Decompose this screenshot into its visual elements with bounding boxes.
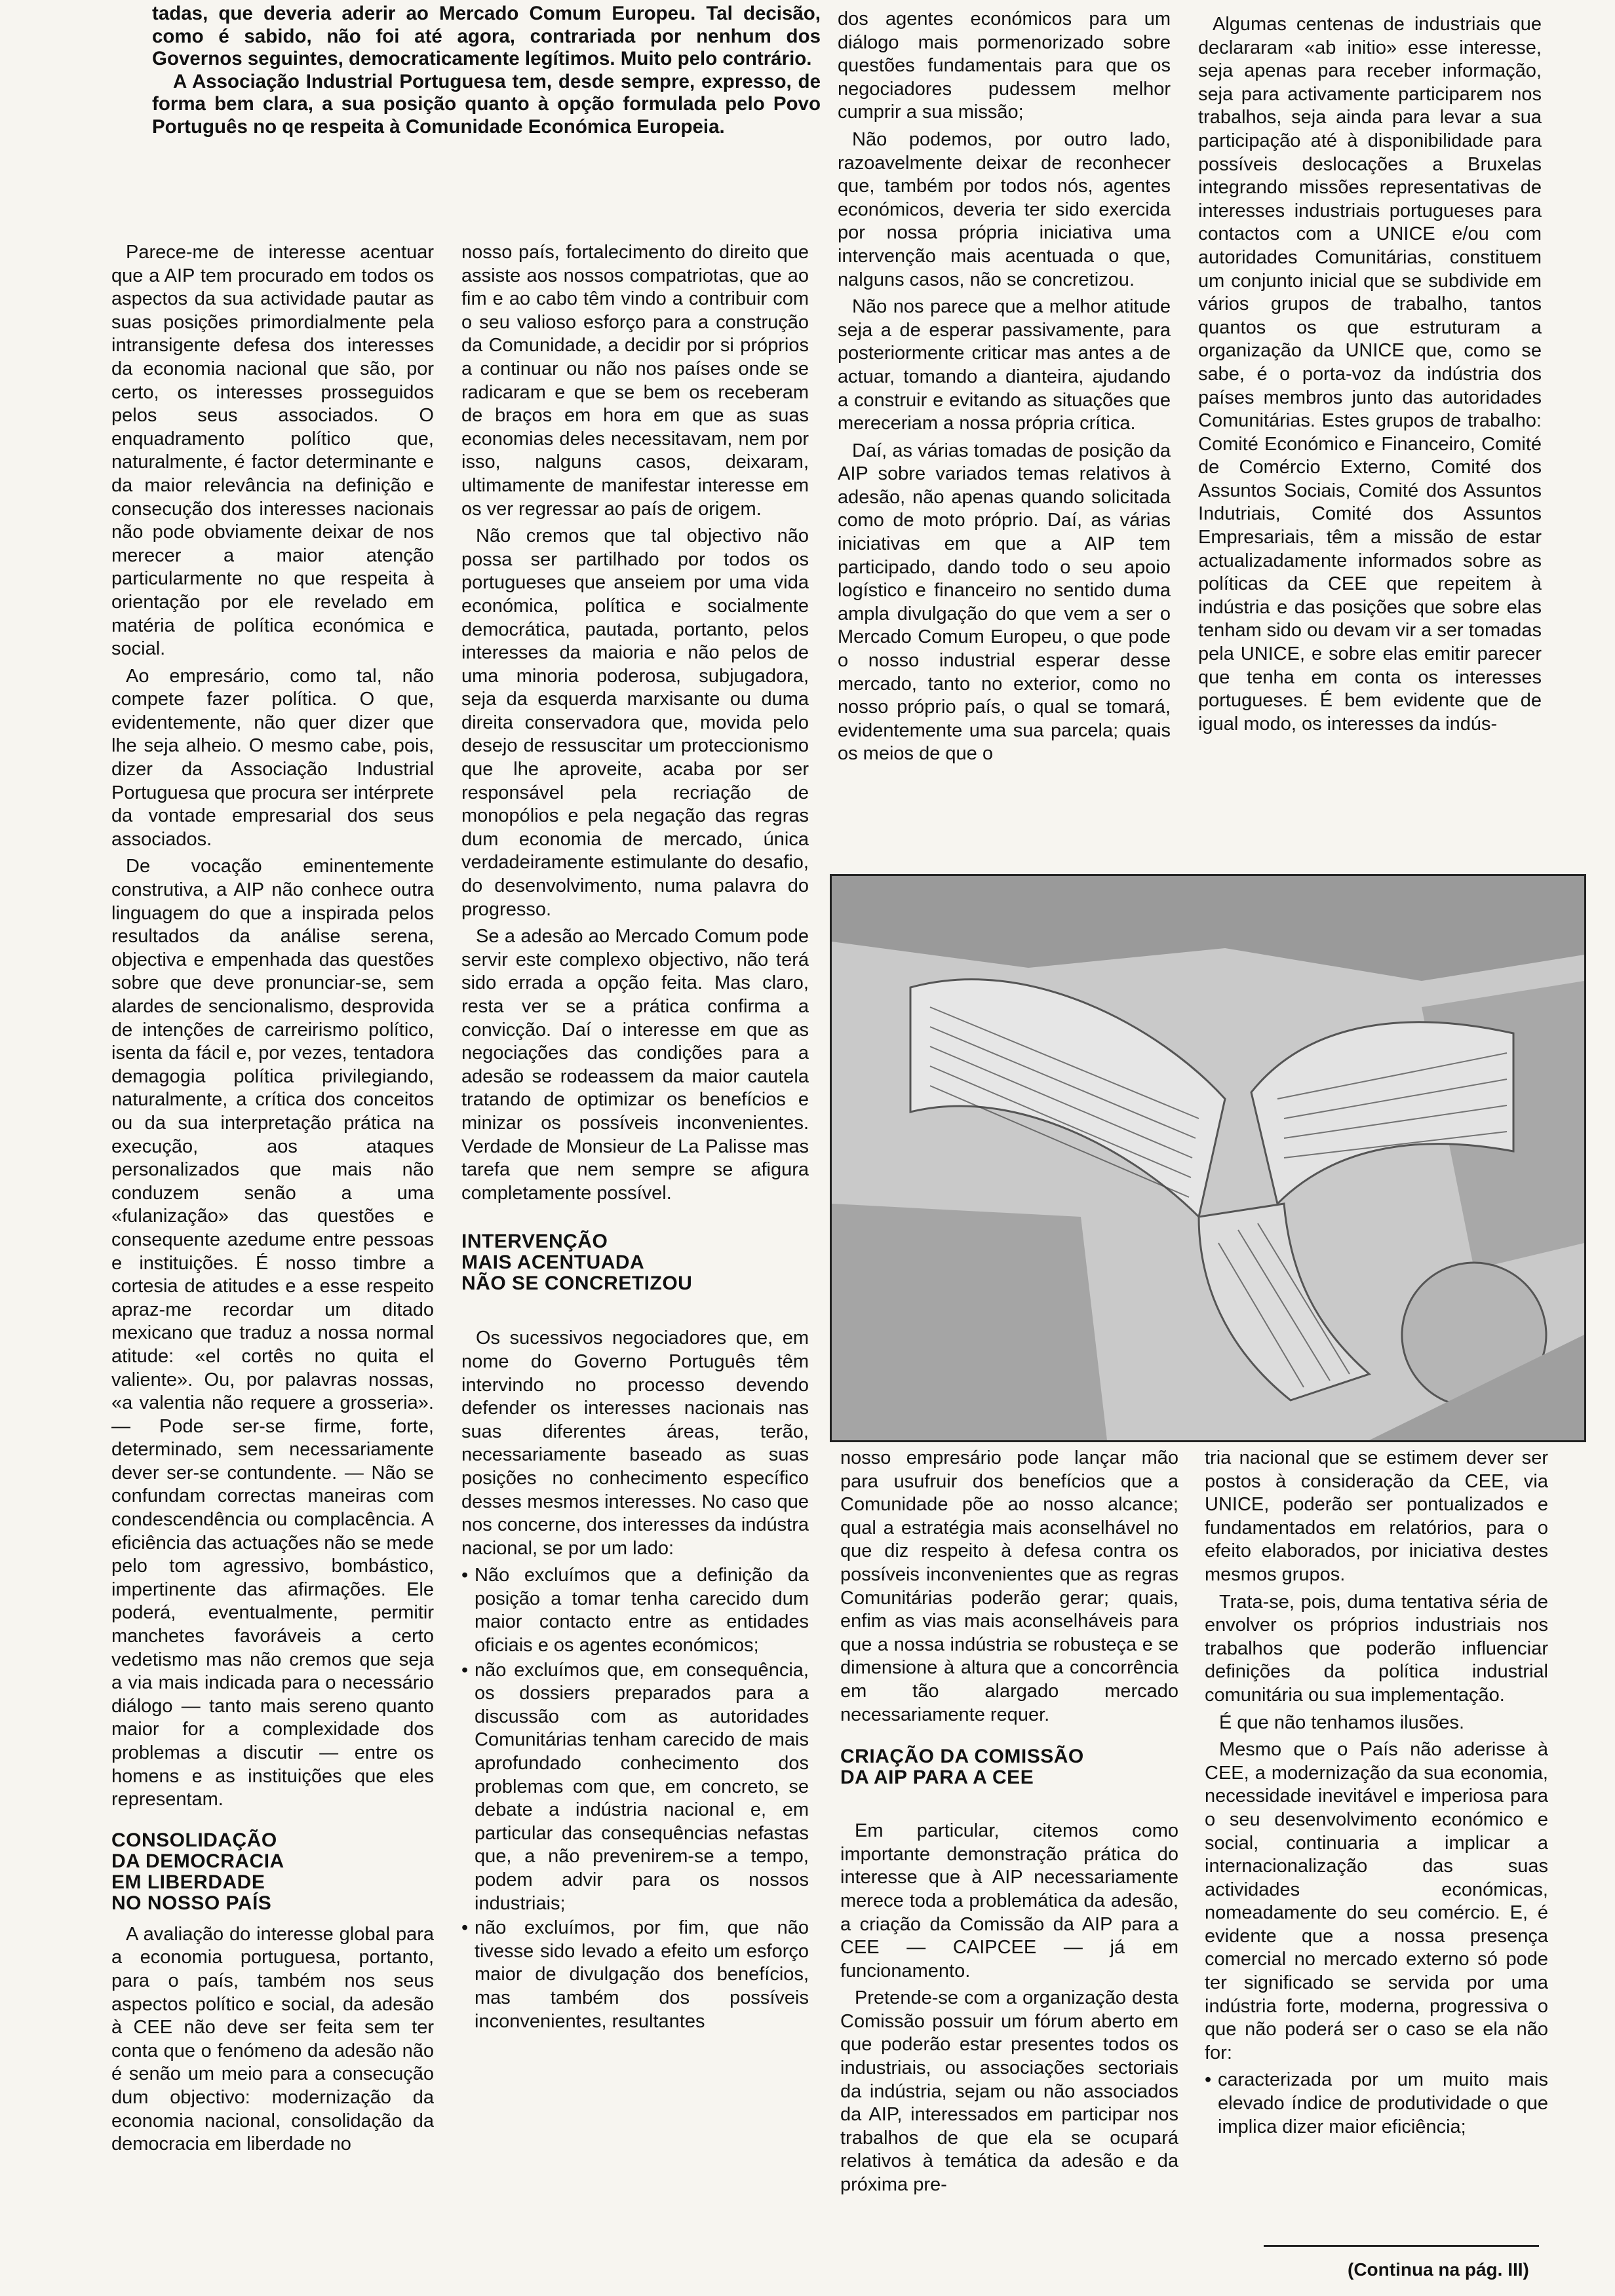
col1-paragraph: De vocação eminentemente construtiva, a AIP não conhece outra linguagem do que a inspirada pelos resultados da análise serena, objectiva e empenhada das questões sobre que deve pronunciar-se, sem alardes de sencionalismo, desprovida de intenções de carreirismo político, isenta da fácil e, por vezes, tentadora demagogia política privilegiando, naturalmente, a crítica dos conceitos ou da sua interpretação prática na execução, aos ataques personalizados que mais não conduzem senão a uma «fulanização» das questões e consequente azedume entre pessoas e instituições. É nosso timbre a cortesia de atitudes e a esse respeito apraz-me recordar um ditado mexicano que traduz a nossa normal atitude: «el cortês no quita el valiente». Ou, por palavras nossas, «a valentia não requere a grosseria». — Pode ser-se firme, forte, determinado, sem necessariamente dever ser-se contundente. — Não se confundam correctas maneiras com condescendência ou complacência. A eficiência das actuações não se mede pelo tom agressivo, bombástico, impertinente das afirmações. Ele poderá, eventualmente, permitir manchetes favoráveis a certo vedetismo mas não cremos que seja a via mais indicada para o necessário diálogo — tanto mais sereno quanto maior for a complexidade dos problemas a discutir — entre os homens e as instituições que eles representam. (111, 856, 434, 1810)
col4-paragraph: Trata-se, pois, duma tentativa séria de envolver os próprios industriais nos trabalhos que poderão influenciar definições da política industrial comunitária ou sua implementação. (1205, 1591, 1548, 1706)
lead-paragraph (152, 3, 821, 138)
col2-paragraph: nosso país, fortalecimento do direito que assiste aos nossos compatriotas, que ao fim e ao cabo têm vindo a contribuir com o seu valioso esforço para a construção da Comunidade, a decidir por si próprios a continuar ou não nos países onde se radicaram e que se bem os receberam de braços em hora em que as suas economias deles necessitavam, nem por isso, nalguns casos, deixaram, ultimamente de manifestar interesse em os ver regressar ao país de origem. (461, 242, 809, 520)
col3-paragraph: nosso empresário pode lançar mão para usufruir dos benefícios que a Comunidade põe ao nosso alcance; qual a estratégia mais aconselhável no que diz respeito à defesa contra os possíveis inconvenientes que as regras Comunitárias poderão gerar; quais, enfim as vias mais aconselháveis para que a nossa indústria se robusteça e se dimensione à altura que a concorrência em tão alargado mercado necessariamente requer. (840, 1447, 1178, 1725)
col1-paragraph: A avaliação do interesse global para a economia portuguesa, portanto, para o país, também nos seus aspectos político e social, da adesão à CEE não deve ser feita sem ter conta que o fenómeno da adesão não é senão um meio para a consecução dum objectivo: modernização da economia nacional, consolidação da democracia em liberdade no (111, 1923, 434, 2155)
col3-paragraph: dos agentes económicos para um diálogo mais pormenorizado sobre questões fundamentais para que os negociadores pudessem melhor cumprir a sua missão; (838, 9, 1171, 123)
col1-paragraph: Parece-me de interesse acentuar que a AIP tem procurado em todos os aspectos da sua actividade pautar as suas posições primordialmente pela intransigente defesa dos interesses da economia nacional que são, por certo, os interesses prosseguidos pelos seus associados. O enquadramento político que, naturalmente, é factor determinante e da maior relevância na definição e consecução dos interesses nacionais não pode obviamente deixar de nos merecer a maior atenção particularmente no que respeita à orientação por ele revelado em matéria de política económica e social. (111, 242, 434, 660)
column-3 (838, 8, 1171, 770)
list-item: • não excluímos que, em consequência, os dossiers preparados para a discussão com as autoridades Comunitárias tenham carecido de mais aprofundado conhecimento dos problemas com que, em concreto, se debate a indústria nacional e, em particular das consequências nefastas que, a não prevenirem-se a tempo, podem advir para os nossos industriais; (461, 1659, 809, 1916)
column-4 (1198, 13, 1542, 740)
col3-paragraph: Pretende-se com a organização desta Comissão possuir um fórum aberto em que poderão estar presentes todos os industriais, ou associações sectoriais da indústria, sejam ou não associados da AIP, interessados em participar nos trabalhos de que ela se ocupará relativos à temática da adesão e da próxima pre- (840, 1987, 1178, 2196)
col4-paragraph: Mesmo que o País não aderisse à CEE, a modernização da sua economia, necessidade inevitável e imperiosa para o seu desenvolvimento económico e social, continuaria a implicar a internacionalização das suas actividades económicas, nomeadamente do seu comércio. E, é evidente que a nossa presença comercial no mercado externo só pode ter significado se servida por uma indústria forte, moderna, progressiva o que não poderá ser o caso se ela não for: (1205, 1739, 1548, 2063)
col2-paragraph: Não cremos que tal objectivo não possa ser partilhado por todos os portugueses que anseiem por uma vida económica, política e socialmente democrática, pautada, portanto, pelos interesses da maioria e não pelos de uma minoria poderosa, subjugadora, seja da esquerda marxisante ou duma direita conservadora que, movida pelo desejo de ressuscitar um proteccionismo que lhe aproveite, acaba por ser responsável pela recriação de monopólios e pela negação das regras dum economia de mercado, única verdadeiramente estimulante do desafio, do desenvolvimento, numa palavra do progresso. (461, 526, 809, 920)
building-photo (830, 874, 1586, 1442)
col3-paragraph: Daí, as várias tomadas de posição da AIP sobre variados temas relativos à adesão, não apenas quando solicitada como de moto próprio. Daí, as várias iniciativas em que a AIP tem participado, dando todo o seu apoio logístico e financeiro no sentido duma ampla divulgação do que vem a ser o Mercado Comum Europeu, o que pode o nosso industrial esperar desse mercado, tanto no exterior, como no nosso próprio país, o qual se tomará, evidentemente uma sua parcela; quais os meios de que o (838, 440, 1171, 765)
list-item: • caracterizada por um muito mais elevado índice de produtividade o que implica dizer maior eficiência; (1205, 2069, 1548, 2139)
lead-text-2: A Associação Industrial Portuguesa tem, desde sempre, expresso, de forma bem clara, a sua posição quanto à opção formulada pelo Povo Português no qe respeita à Comunidade Económica Europeia. (152, 70, 821, 138)
col3-paragraph: Não nos parece que a melhor atitude seja a de esperar passivamente, para posteriormente criticar mas antes a de actuar, tomando a dianteira, ajudando a construir e evitando as situações que mereceriam a nossa própria crítica. (838, 296, 1171, 434)
bullet-list (1205, 2069, 1548, 2139)
list-item: • Não excluímos que a definição da posição a tomar tenha carecido dum maior contacto entre as entidades oficiais e os agentes económicos; (461, 1564, 809, 1657)
col1-paragraph: Ao empresário, como tal, não compete fazer política. O que, evidentemente, não quer dizer que lhe seja alheio. O mesmo cabe, pois, dizer da Associação Industrial Portuguesa que procura ser intérprete da vontade empresarial dos seus associados. (111, 665, 434, 850)
col3-paragraph: Em particular, citemos como importante demonstração prática do interesse que à AIP necessariamente merece toda a problemática da adesão, a criação da Comissão da AIP para a CEE — CAIPCEE — já em funcionamento. (840, 1820, 1178, 1981)
col2-paragraph: Se a adesão ao Mercado Comum pode servir este complexo objectivo, não terá sido errada a opção feita. Mas claro, resta ver se a prática confirma a convicção. Daí o interesse em que as negociações das condições para a adesão se rodeassem da maior cautela tratando de optimizar os benefícios e minizar os possíveis inconvenientes. Verdade de Monsieur de La Palisse mas tarefa que nem sempre se afigura completamente possível. (461, 926, 809, 1204)
continued-note: (Continua na pág. III) (1348, 2259, 1529, 2280)
col4-paragraph: tria nacional que se estimem dever ser postos à consideração da CEE, via UNICE, poderão ser pontualizados e fundamentados em relatórios, para o efeito elaborados, por iniciativa destes mesmos grupos. (1205, 1447, 1548, 1585)
list-item: • não excluímos, por fim, que não tivesse sido levado a efeito um esforço maior de divulgação dos benefícios, mas também dos possíveis inconvenientes, resultantes (461, 1917, 809, 2033)
column-4-continued (1205, 1447, 1548, 2140)
column-1 (111, 241, 434, 2160)
col3-paragraph: Não podemos, por outro lado, razoavelmente deixar de reconhecer que, também por todos nós, agentes económicos, deveria ter sido exercida por nossa própria iniciativa uma intervenção mais acentuada o que, nalguns casos, não se concretizou. (838, 128, 1171, 290)
col4-paragraph: É que não tenhamos ilusões. (1219, 1712, 1465, 1733)
column-2 (461, 241, 809, 2035)
bullet-list (461, 1564, 809, 2033)
col2-paragraph: Os sucessivos negociadores que, em nome do Governo Português têm intervindo no processo devendo defender os interesses nacionais nas suas diferentes áreas, terão, necessariamente baseado as suas posições no conhecimento específico desses mesmos interesses. No caso que nos concerne, dos interesses da indústra nacional, se por um lado: (461, 1328, 809, 1559)
lead-text-1: tadas, que deveria aderir ao Mercado Comum Europeu. Tal decisão, como é sabido, não foi até agora, contrariada por nenhum dos Governos seguintes, democraticamente legítimos. Muito pelo contrário. (152, 3, 821, 69)
col4-paragraph: Algumas centenas de industriais que declararam «ab initio» esse interesse, seja apenas para receber informação, seja para activamente participarem nos trabalhos, seja ainda para levar a sua participação até à disponibilidade para possíveis deslocações a Bruxelas integrando missões representativas de interesses industriais portugueses para contactos com a UNICE e/ou com autoridades Comunitárias, constituem um conjunto inicial que se subdivide em vários grupos de trabalho, tantos quantos os que estruturam a organização da UNICE que, como se sabe, é o porta-voz da indústria dos países membros junto das autoridades Comunitárias. Estes grupos de trabalho: Comité Económico e Financeiro, Comité de Comércio Externo, Comité dos Assuntos Sociais, Comité dos Assuntos Indutriais, Comité dos Assuntos Empresariais, têm a missão de estar actualizadamente informados sobre as políticas da CEE que repeitem à indústria e das posições que sobre elas tenham sido ou devam vir a ser tomadas pela UNICE, e sobre elas emitir parecer que tenha em conta os interesses portugueses. É bem evidente que de igual modo, os interesses da indús- (1198, 14, 1542, 735)
column-3-continued (840, 1447, 1178, 2201)
section-heading: CRIAÇÃO DA COMISSÃO DA AIP PARA A CEE (840, 1746, 1084, 1789)
divider-line (1264, 2245, 1539, 2247)
section-heading: INTERVENÇÃO MAIS ACENTUADA NÃO SE CONCRETIZOU (461, 1231, 693, 1295)
section-heading: CONSOLIDAÇÃO DA DEMOCRACIA EM LIBERDADE NO NOSSO PAÍS (111, 1829, 284, 1914)
